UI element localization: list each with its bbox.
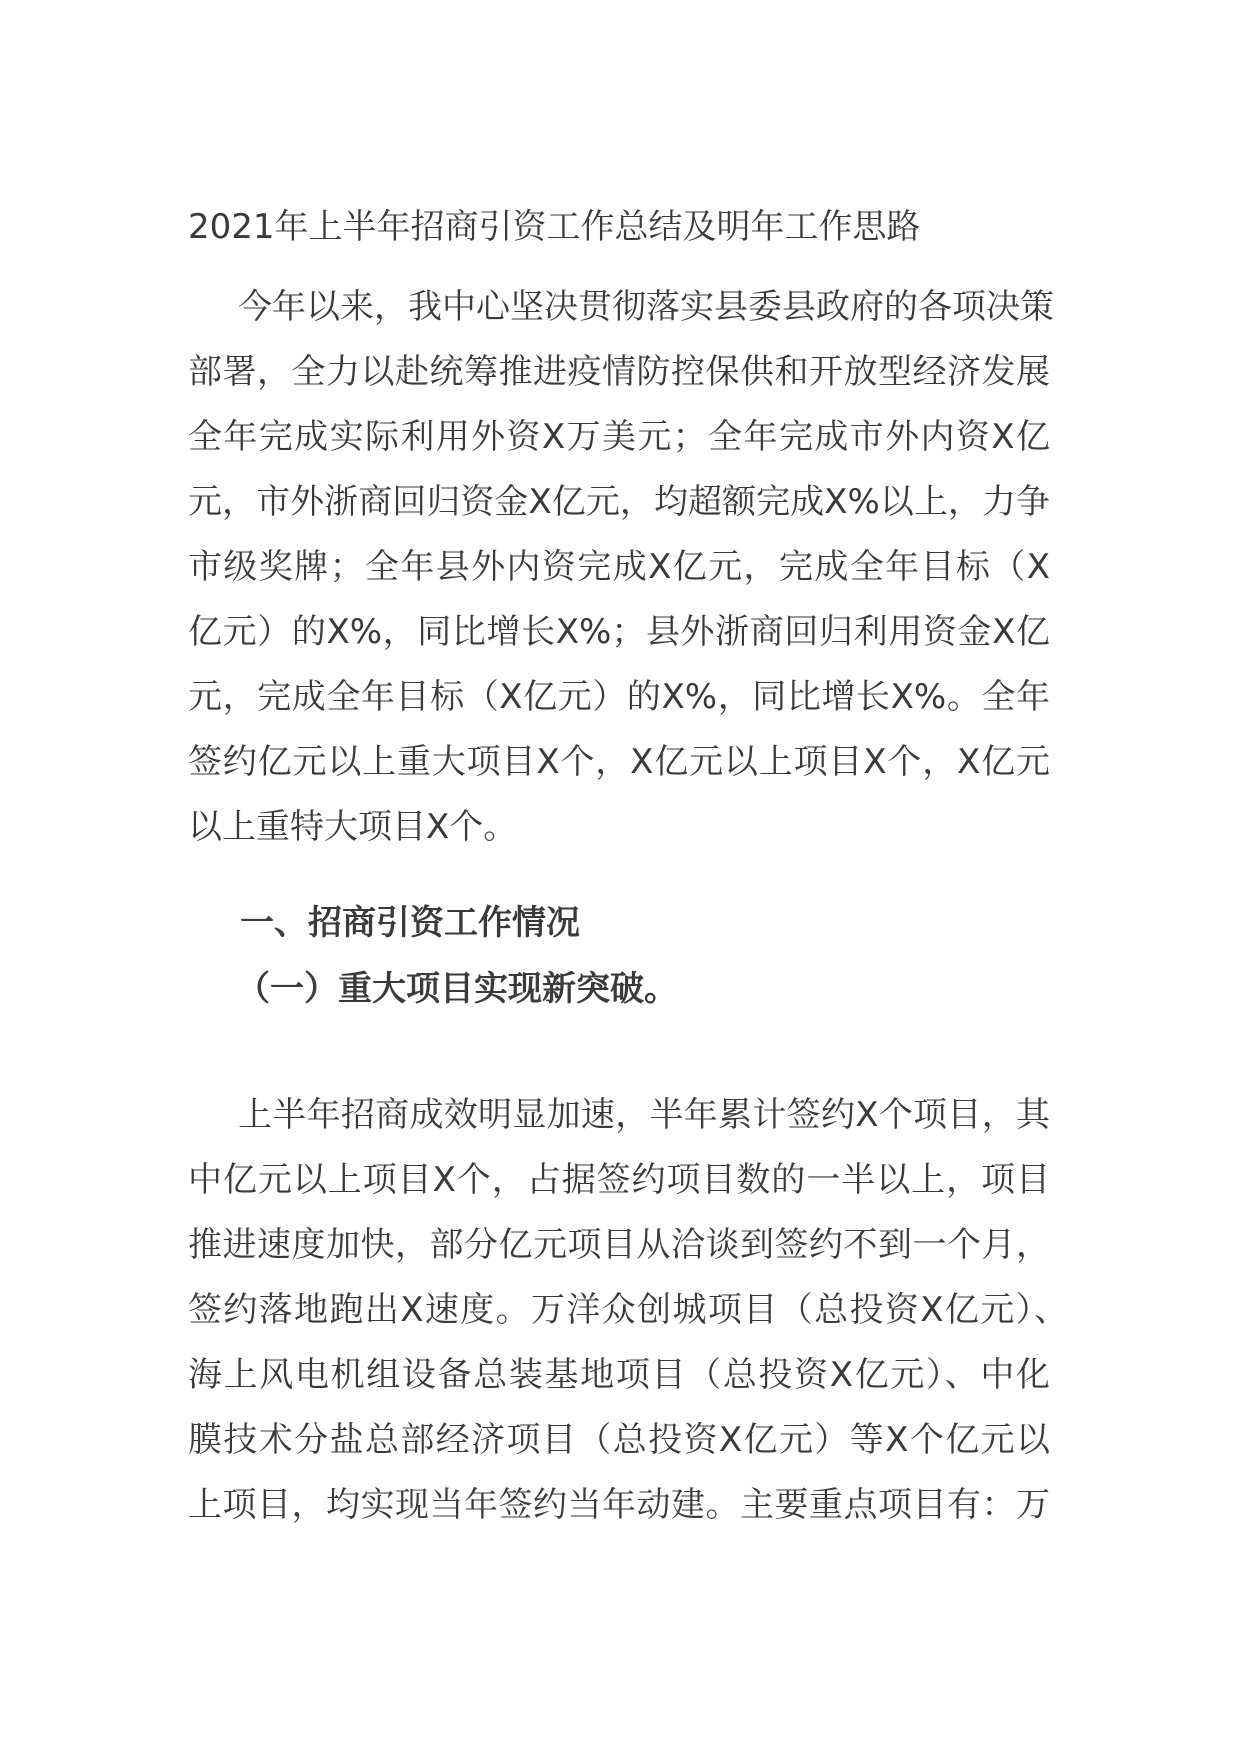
section-heading: 一、招商引资工作情况 [240,903,580,943]
paragraph-line: 上半年招商成效明显加速，半年累计签约X个项目，其 [238,1095,1050,1135]
paragraph-line: 元，完成全年目标（X亿元）的X%，同比增长X%。全年 [188,677,1050,717]
document-title: 2021年上半年招商引资工作总结及明年工作思路 [188,207,921,247]
paragraph-line: 推进速度加快，部分亿元项目从洽谈到签约不到一个月， [188,1225,1050,1265]
paragraph-line: 元，市外浙商回归资金X亿元，均超额完成X%以上，力争 [188,482,1050,522]
paragraph-line: 亿元）的X%，同比增长X%；县外浙商回归利用资金X亿 [188,612,1050,652]
paragraph-line: 签约亿元以上重大项目X个，X亿元以上项目X个，X亿元 [188,742,1050,782]
paragraph-line: 上项目，均实现当年签约当年动建。主要重点项目有：万 [188,1485,1050,1525]
paragraph-line: 中亿元以上项目X个，占据签约项目数的一半以上，项目 [188,1160,1050,1200]
paragraph-line: 部署，全力以赴统筹推进疫情防控保供和开放型经济发展 [188,352,1050,392]
subsection-heading: （一）重大项目实现新突破。 [236,969,678,1009]
paragraph-line: 全年完成实际利用外资X万美元；全年完成市外内资X亿 [188,417,1050,457]
paragraph-line: 膜技术分盐总部经济项目（总投资X亿元）等X个亿元以 [188,1420,1050,1460]
paragraph-line: 海上风电机组设备总装基地项目（总投资X亿元）、中化 [188,1355,1050,1395]
paragraph-line: 今年以来，我中心坚决贯彻落实县委县政府的各项决策 [238,287,1054,327]
paragraph-line: 以上重特大项目X个。 [188,807,518,847]
paragraph-line: 市级奖牌；全年县外内资完成X亿元，完成全年目标（X [188,547,1050,587]
paragraph-line: 签约落地跑出X速度。万洋众创城项目（总投资X亿元）、 [188,1290,1068,1330]
